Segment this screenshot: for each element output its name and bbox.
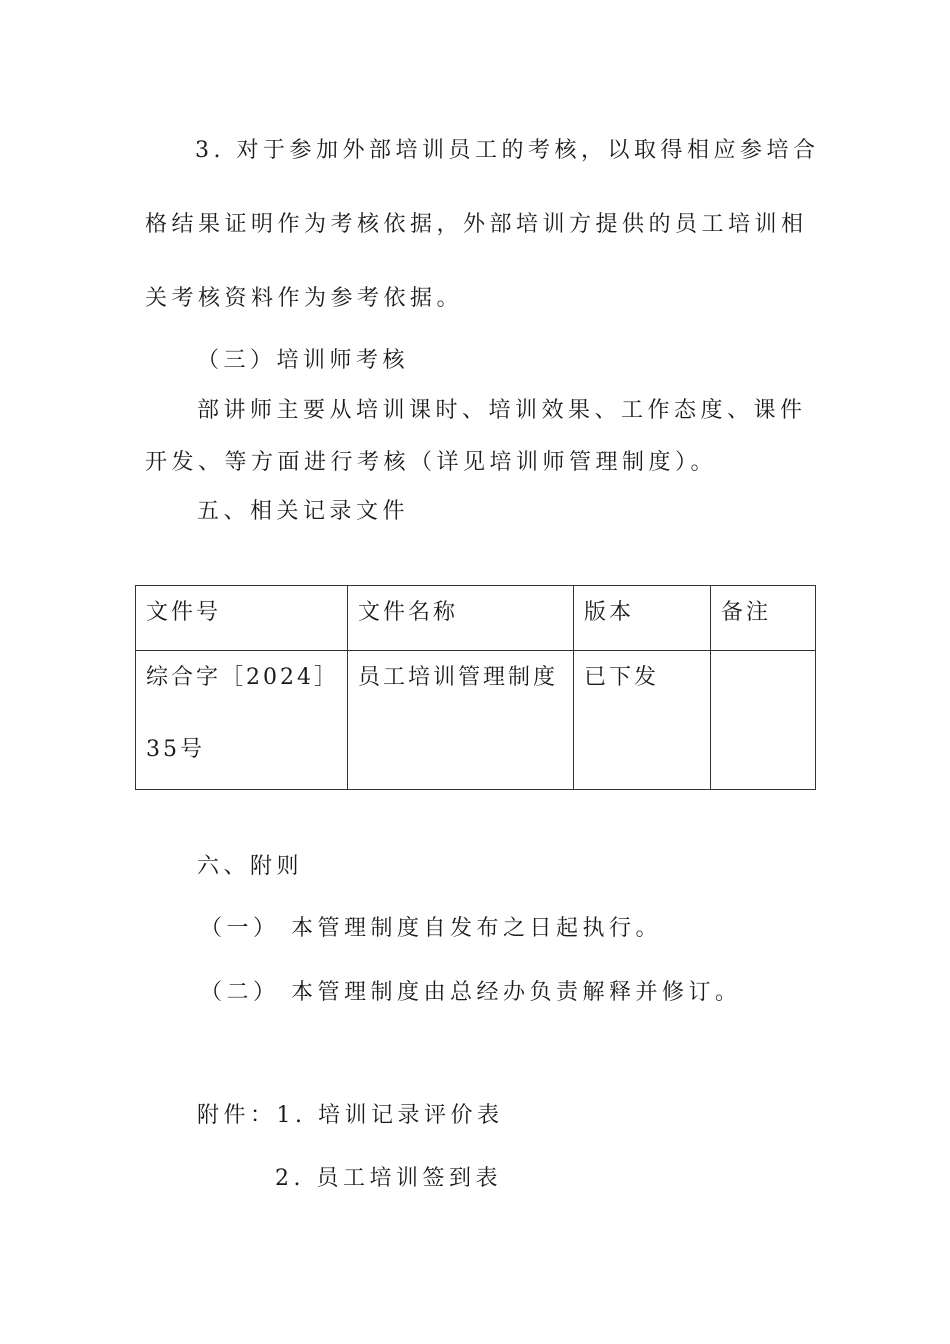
cell-doc-number [136, 651, 348, 790]
cell-doc-number-line2: 35号 [146, 737, 205, 762]
p2-line2: 开发、等方面进行考核（详见培训师管理制度）。 [145, 450, 718, 475]
section-heading-supplementary: 六、附则 [197, 854, 304, 879]
p2-line1: 部讲师主要从培训课时、培训效果、工作态度、课件 [197, 398, 807, 423]
header-note: 备注 [711, 586, 816, 651]
table-header-row [136, 586, 816, 651]
cell-version: 已下发 [574, 651, 711, 790]
records-table [135, 585, 816, 790]
header-doc-number: 文件号 [136, 586, 348, 651]
section-heading-trainer-assessment: （三）培训师考核 [197, 348, 410, 373]
section-heading-related-records: 五、相关记录文件 [197, 499, 410, 524]
p1-line2: 格结果证明作为考核依据，外部培训方提供的员工培训相 [145, 212, 808, 237]
supplementary-item-2: （二） 本管理制度由总经办负责解释并修订。 [200, 980, 742, 1005]
p1-line1: 3. 对于参加外部培训员工的考核，以取得相应参培合 [195, 138, 820, 163]
attachment-line-1: 附件：1. 培训记录评价表 [197, 1103, 504, 1128]
p1-line3: 关考核资料作为参考依据。 [145, 286, 464, 311]
attachment-line-2: 2. 员工培训签到表 [275, 1166, 502, 1191]
cell-note [711, 651, 816, 790]
supplementary-item-1: （一） 本管理制度自发布之日起执行。 [200, 916, 662, 941]
table-row [136, 651, 816, 790]
cell-doc-name: 员工培训管理制度 [348, 651, 574, 790]
header-version: 版本 [574, 586, 711, 651]
cell-doc-number-line1: 综合字［2024］ [146, 665, 339, 690]
header-doc-name: 文件名称 [348, 586, 574, 651]
